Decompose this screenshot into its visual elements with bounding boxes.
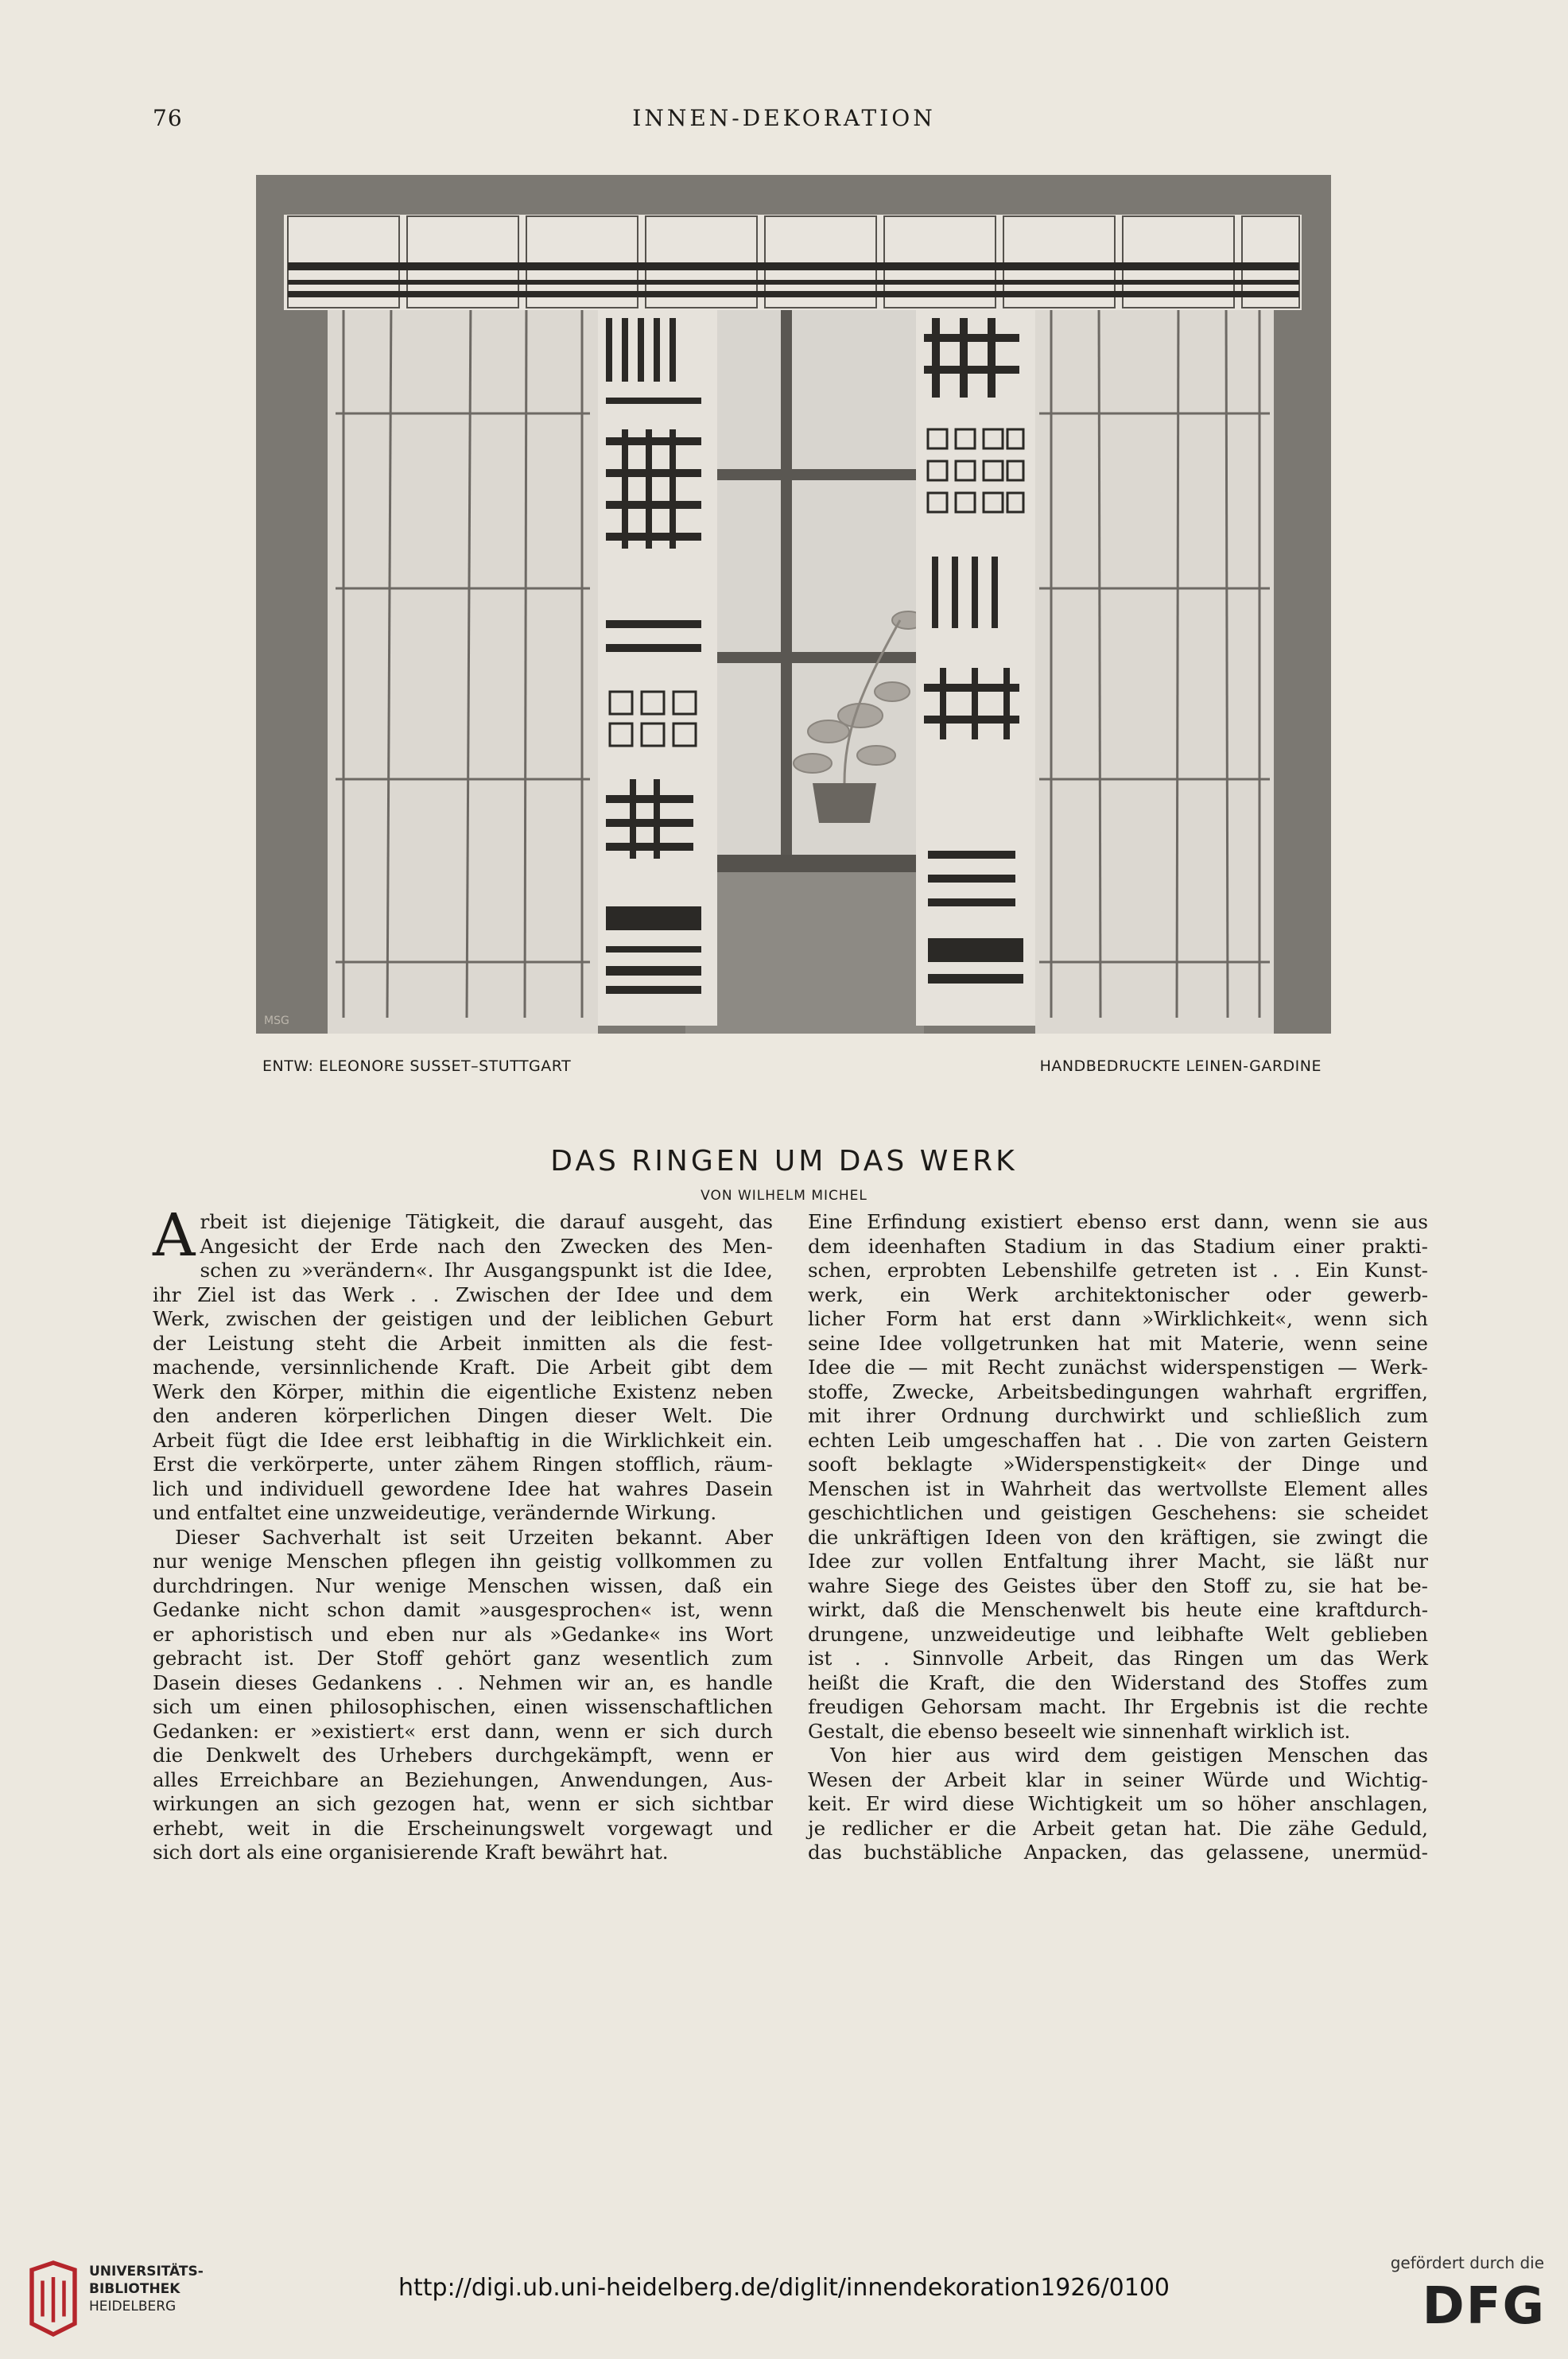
text-line: ihr Ziel ist das Werk . . Zwischen der Idee und dem — [153, 1282, 773, 1306]
text-line: nur wenige Menschen pflegen ihn geistig vollkommen zu — [153, 1550, 773, 1573]
text-line: Idee die — mit Recht zunächst widerspenstigen — Werk- — [808, 1356, 1428, 1379]
text-line: ist . . Sinnvolle Arbeit, das Ringen um das Werk — [808, 1647, 1428, 1670]
text-line: mit ihrer Ordnung durchwirkt und schließlich zum — [808, 1404, 1428, 1427]
text-line: die Denkwelt des Urhebers durchgekämpft, wenn er — [153, 1744, 773, 1767]
running-title: INNEN-DEKORATION — [632, 105, 936, 131]
text-line: Wesen der Arbeit klar in seiner Würde und Wichtig- — [808, 1767, 1428, 1791]
text-line: je redlicher er die Arbeit getan hat. Die zähe Geduld, — [808, 1816, 1428, 1840]
text-line: dem ideenhaften Stadium in das Stadium einer prakti- — [808, 1234, 1428, 1258]
curtain-illustration — [256, 175, 1331, 1034]
text-line: licher Form hat erst dann »Wirklichkeit«, wenn sich — [808, 1307, 1428, 1330]
text-line: Gestalt, die ebenso beseelt wie sinnenhaft wirklich ist. — [808, 1719, 1351, 1743]
text-line: wahre Siege des Geistes über den Stoff zu, sie hat be- — [808, 1573, 1428, 1597]
text-line: Idee zur vollen Entfaltung ihrer Macht, sie läßt nur — [808, 1550, 1428, 1573]
source-url[interactable]: http://digi.ub.uni-heidelberg.de/diglit/innendekoration1926/0100 — [398, 2274, 1170, 2302]
text-line: erhebt, weit in die Erscheinungswelt vorgewagt und — [153, 1816, 773, 1840]
text-line: Gedanke nicht schon damit »ausgesprochen« ist, wenn — [153, 1598, 773, 1621]
library-line-1: UNIVERSITÄTS- — [89, 2264, 204, 2279]
caption-object: HANDBEDRUCKTE LEINEN-GARDINE — [1039, 1057, 1322, 1075]
text-line: seine Idee vollgetrunken hat mit Materie, wenn seine — [808, 1331, 1428, 1355]
text-line: gebracht ist. Der Stoff gehört ganz wesentlich zum — [153, 1647, 773, 1670]
text-line: sooft beklagte »Widerspenstigkeit« der Dinge und — [808, 1453, 1428, 1476]
library-line-3: HEIDELBERG — [89, 2299, 177, 2314]
text-column-left — [153, 1201, 773, 1865]
text-line: rbeit ist diejenige Tätigkeit, die darauf ausgeht, das — [200, 1210, 773, 1233]
caption-designer: ENTW: ELEONORE SUSSET–STUTTGART — [262, 1057, 572, 1075]
text-line: der Leistung steht die Arbeit inmitten als die fest- — [153, 1331, 773, 1355]
text-line: Menschen ist in Wahrheit das wertvollste Element alles — [808, 1476, 1428, 1500]
text-line: Dasein dieses Gedankens . . Nehmen wir an, es handle — [153, 1670, 773, 1694]
article-byline: VON WILHELM MICHEL — [701, 1188, 867, 1204]
text-line: machende, versinnlichende Kraft. Die Arbeit gibt dem — [153, 1356, 773, 1379]
text-line: Werk, zwischen der geistigen und der leiblichen Geburt — [153, 1307, 773, 1330]
text-column-right — [808, 1210, 1428, 1865]
text-line: das buchstäbliche Anpacken, das gelassene, unermüd- — [808, 1841, 1428, 1864]
text-line: wirkungen an sich gezogen hat, wenn er sich sichtbar — [153, 1792, 773, 1815]
text-line: freudigen Gehorsam macht. Ihr Ergebnis ist die rechte — [808, 1695, 1428, 1718]
text-line: Erst die verkörperte, unter zähem Ringen stofflich, räum- — [153, 1453, 773, 1476]
text-line: den anderen körperlichen Dingen dieser Welt. Die — [153, 1404, 773, 1427]
drop-initial: A — [153, 1201, 196, 1270]
text-line: er aphoristisch und eben nur als »Gedanke« ins Wort — [153, 1622, 773, 1646]
text-line: drungene, unzweideutige und leibhafte Welt geblieben — [808, 1622, 1428, 1646]
text-line: Eine Erfindung existiert ebenso erst dann, wenn sie aus — [808, 1210, 1428, 1233]
text-line: sich dort als eine organisierende Kraft bewährt hat. — [153, 1841, 669, 1864]
funded-by-label: gefördert durch die — [1390, 2253, 1544, 2272]
text-line: Angesicht der Erde nach den Zwecken des Men- — [200, 1234, 773, 1258]
text-line: alles Erreichbare an Beziehungen, Anwendungen, Aus- — [153, 1767, 773, 1791]
text-line: keit. Er wird diese Wichtigkeit um so höher anschlagen, — [808, 1792, 1428, 1815]
text-line: werk, ein Werk architektonischer oder gewerb- — [808, 1282, 1428, 1306]
artist-monogram: MSG — [264, 1015, 289, 1027]
text-line: und entfaltet eine unzweideutige, verändernde Wirkung. — [153, 1501, 717, 1524]
text-line: Gedanken: er »existiert« erst dann, wenn er sich durch — [153, 1719, 773, 1743]
text-line: stoffe, Zwecke, Arbeitsbedingungen wahrhaft ergriffen, — [808, 1379, 1428, 1403]
text-line: lich und individuell gewordene Idee hat wahres Dasein — [153, 1476, 773, 1500]
dfg-logo: DFG — [1422, 2277, 1546, 2336]
text-line: schen zu »verändern«. Ihr Ausgangspunkt ist die Idee, — [200, 1259, 773, 1282]
text-line: sich um einen philosophischen, einen wissenschaftlichen — [153, 1695, 773, 1718]
text-line: die unkräftigen Ideen von den kräftigen, sie zwingt die — [808, 1525, 1428, 1549]
page-number: 76 — [153, 105, 183, 131]
text-line: echten Leib umgeschaffen hat . . Die von zarten Geistern — [808, 1428, 1428, 1452]
text-line: wirkt, daß die Menschenwelt bis heute eine kraftdurch- — [808, 1598, 1428, 1621]
library-line-2: BIBLIOTHEK — [89, 2281, 180, 2297]
text-line: Werk den Körper, mithin die eigentliche Existenz neben — [153, 1379, 773, 1403]
text-line: geschichtlichen und geistigen Geschehens: sie scheidet — [808, 1501, 1428, 1524]
text-line: Arbeit fügt die Idee erst leibhaftig in die Wirklichkeit ein. — [153, 1428, 773, 1452]
text-line: Dieser Sachverhalt ist seit Urzeiten bekannt. Aber — [175, 1525, 773, 1549]
text-line: heißt die Kraft, die den Widerstand des Stoffes zum — [808, 1670, 1428, 1694]
text-line: schen, erprobten Lebenshilfe getreten ist . . Ein Kunst- — [808, 1259, 1428, 1282]
text-line: durchdringen. Nur wenige Menschen wissen, daß ein — [153, 1573, 773, 1597]
text-line: Von hier aus wird dem geistigen Menschen das — [830, 1744, 1428, 1767]
article-title: DAS RINGEN UM DAS WERK — [550, 1145, 1018, 1178]
